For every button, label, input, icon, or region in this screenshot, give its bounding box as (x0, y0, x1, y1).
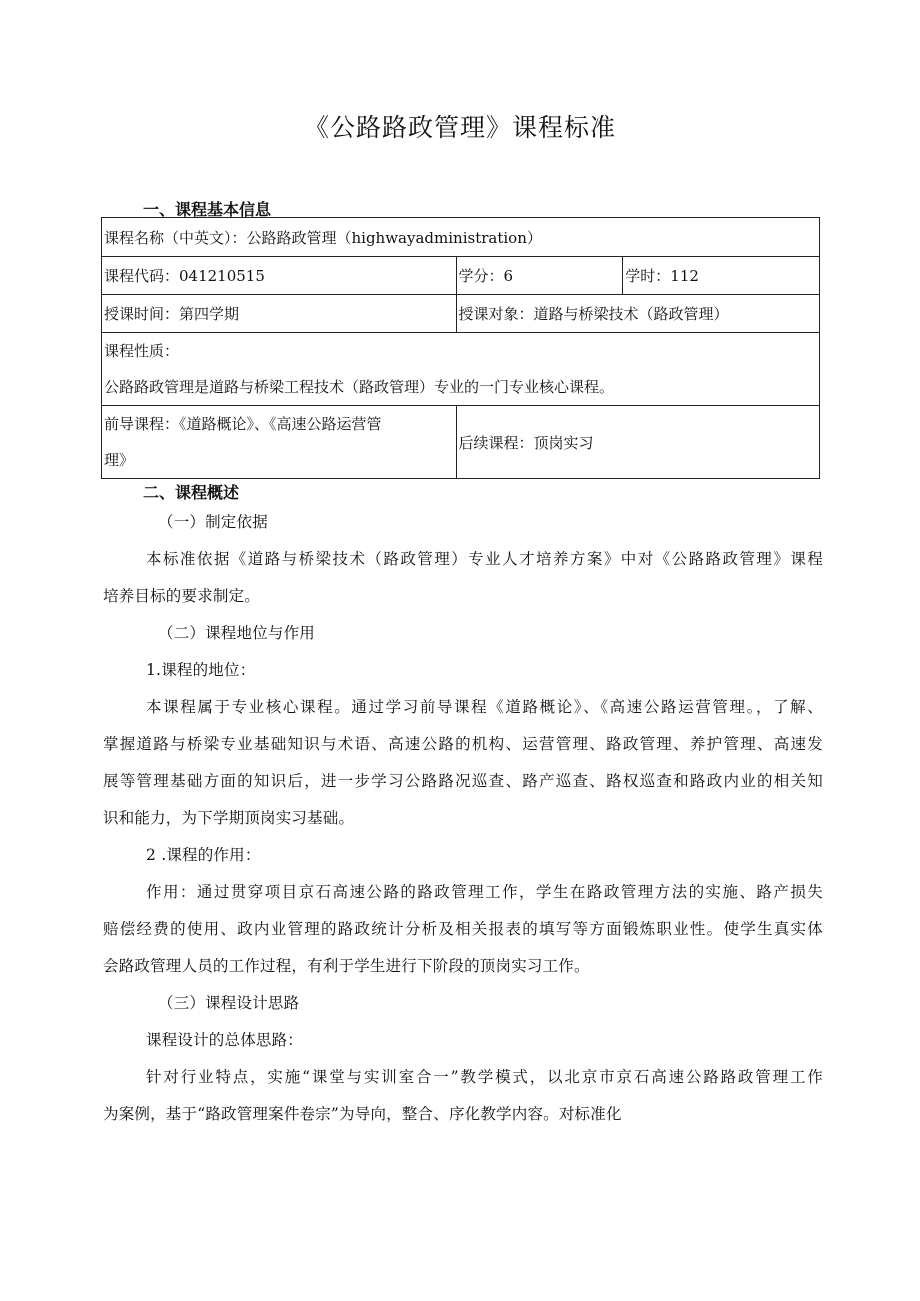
course-nature-cell (102, 333, 820, 406)
paragraph-line: 赔偿经费的使用、政内业管理的路政统计分析及相关报表的填写等方面锻炼职业性。使学生真实体 (103, 920, 823, 938)
section-basic-info-heading: 一、课程基本信息 (143, 200, 272, 219)
section-overview-heading: 二、课程概述 (143, 483, 240, 502)
item-position-heading: 1.课程的地位： (146, 661, 256, 679)
paragraph-line: 展等管理基础方面的知识后，进一步学习公路路况巡查、路产巡查、路权巡查和路政内业的相关知 (103, 772, 823, 790)
prerequisite-line-1: 前导课程：《道路概论》、《高速公路运营管 (104, 415, 382, 433)
document-title: 《公路路政管理》课程标准 (303, 113, 616, 142)
table-row (102, 257, 820, 295)
paragraph-line: 针对行业特点，实施“课堂与实训室合一”教学模式，以北京市京石高速公路路政管理工作 (146, 1068, 823, 1086)
course-name-cell: 课程名称（中英文）：公路路政管理（highwayadministration） (102, 218, 820, 257)
item-role-heading: 2 .课程的作用： (146, 846, 261, 864)
paragraph-line: 会路政管理人员的工作过程，有利于学生进行下阶段的顶岗实习工作。 (103, 957, 590, 975)
paragraph-line: 本标准依据《道路与桥梁技术（路政管理）专业人才培养方案》中对《公路路政管理》课程 (146, 550, 823, 568)
course-nature-text: 公路路政管理是道路与桥梁工程技术（路政管理）专业的一门专业核心课程。 (104, 378, 615, 396)
teaching-time-cell: 授课时间：第四学期 (102, 295, 457, 333)
paragraph-line: 识和能力，为下学期顶岗实习基础。 (103, 809, 355, 827)
followup-cell: 后续课程：顶岗实习 (456, 406, 819, 479)
course-code-cell: 课程代码：041210515 (102, 257, 457, 295)
subheading-position-role: （二）课程地位与作用 (158, 624, 316, 642)
course-info-table (101, 217, 820, 479)
prerequisite-line-2: 理》 (104, 451, 135, 469)
subheading-design: （三）课程设计思路 (158, 994, 300, 1012)
course-hours-cell: 学时：112 (623, 257, 820, 295)
paragraph-line: 掌握道路与桥梁专业基础知识与术语、高速公路的机构、运营管理、路政管理、养护管理、高速发 (103, 735, 823, 753)
table-row (102, 406, 820, 479)
paragraph-line: 为案例，基于“路政管理案件卷宗”为导向，整合、序化教学内容。对标准化 (103, 1105, 622, 1123)
course-credit-cell: 学分：6 (456, 257, 623, 295)
table-row (102, 218, 820, 257)
paragraph-line: 本课程属于专业核心课程。通过学习前导课程《道路概论》、《高速公路运营管理。，了解、 (146, 698, 823, 716)
paragraph-line: 课程设计的总体思路： (146, 1031, 304, 1049)
paragraph-line: 培养目标的要求制定。 (103, 587, 261, 605)
paragraph-line: 作用：通过贯穿项目京石高速公路的路政管理工作，学生在路政管理方法的实施、路产损失 (146, 883, 823, 901)
prerequisite-cell (102, 406, 457, 479)
course-nature-label: 课程性质： (104, 342, 180, 360)
table-row (102, 295, 820, 333)
table-row (102, 333, 820, 406)
teaching-target-cell: 授课对象：道路与桥梁技术（路政管理） (456, 295, 819, 333)
subheading-basis: （一）制定依据 (158, 513, 268, 531)
overview-body (103, 504, 823, 1133)
